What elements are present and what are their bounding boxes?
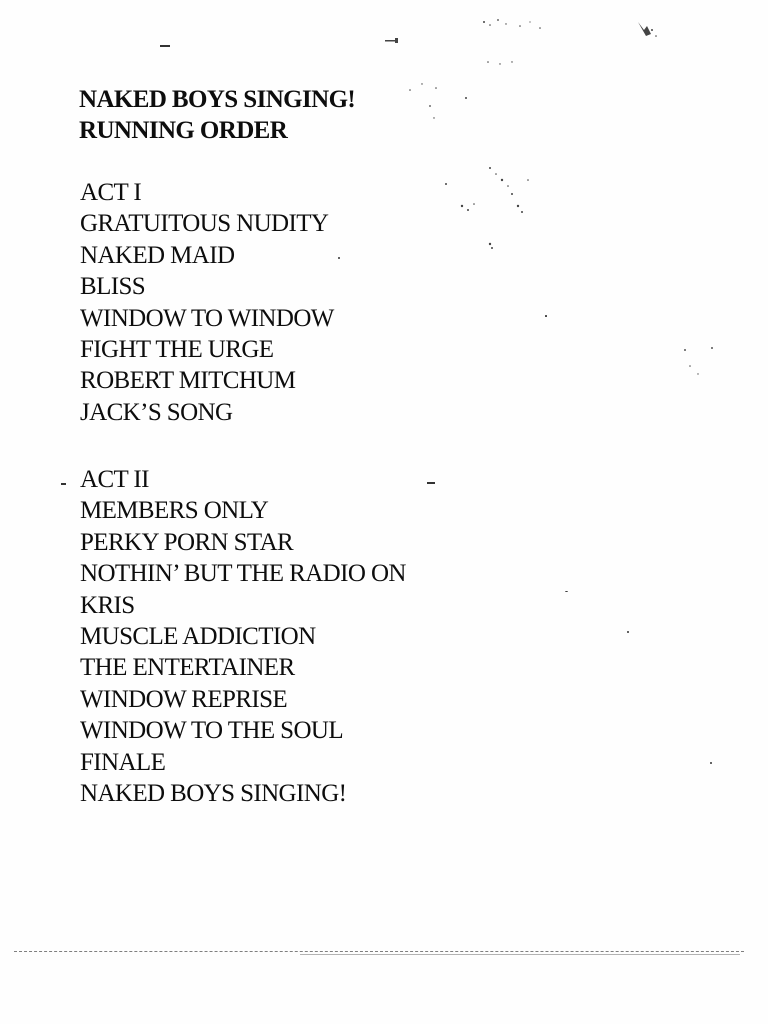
scan-edge-line — [300, 954, 740, 955]
song-item: ROBERT MITCHUM — [80, 367, 296, 395]
song-list — [80, 495, 406, 809]
scan-noise-right — [670, 340, 730, 380]
scan-edge-line — [14, 951, 744, 952]
scan-speck — [710, 762, 712, 764]
song-item: GRATUITOUS NUDITY — [80, 210, 329, 238]
scan-noise-top — [380, 10, 700, 250]
song-item: JACK’S SONG — [80, 398, 233, 426]
act-heading: ACT I — [80, 179, 142, 206]
song-item: WINDOW TO THE SOUL — [80, 717, 344, 745]
act-heading: ACT II — [80, 466, 149, 493]
song-item: FINALE — [80, 748, 166, 776]
scan-speck — [545, 315, 547, 317]
scan-speck — [427, 482, 435, 484]
document-title — [79, 84, 355, 146]
title-line-show-name: NAKED BOYS SINGING! — [79, 86, 356, 113]
song-item: PERKY PORN STAR — [80, 528, 294, 556]
title-line-running-order: RUNNING ORDER — [79, 117, 288, 144]
act-section-2 — [80, 464, 406, 809]
song-item: NAKED MAID — [80, 241, 235, 269]
song-item: FIGHT THE URGE — [80, 336, 274, 364]
song-list — [80, 208, 334, 428]
scan-speck — [565, 591, 568, 592]
song-item: MEMBERS ONLY — [80, 497, 269, 525]
song-item: THE ENTERTAINER — [80, 654, 295, 682]
song-item: WINDOW REPRISE — [80, 685, 288, 713]
scan-speck — [61, 483, 66, 485]
song-item: NOTHIN’ BUT THE RADIO ON — [80, 560, 406, 588]
scan-speck — [160, 45, 170, 47]
song-item: KRIS — [80, 591, 135, 619]
song-item: MUSCLE ADDICTION — [80, 623, 316, 651]
scan-speck — [338, 257, 340, 259]
act-section-1 — [80, 177, 334, 428]
song-item: NAKED BOYS SINGING! — [80, 780, 347, 808]
song-item: WINDOW TO WINDOW — [80, 304, 334, 332]
scan-speck — [627, 631, 629, 633]
song-item: BLISS — [80, 273, 146, 301]
